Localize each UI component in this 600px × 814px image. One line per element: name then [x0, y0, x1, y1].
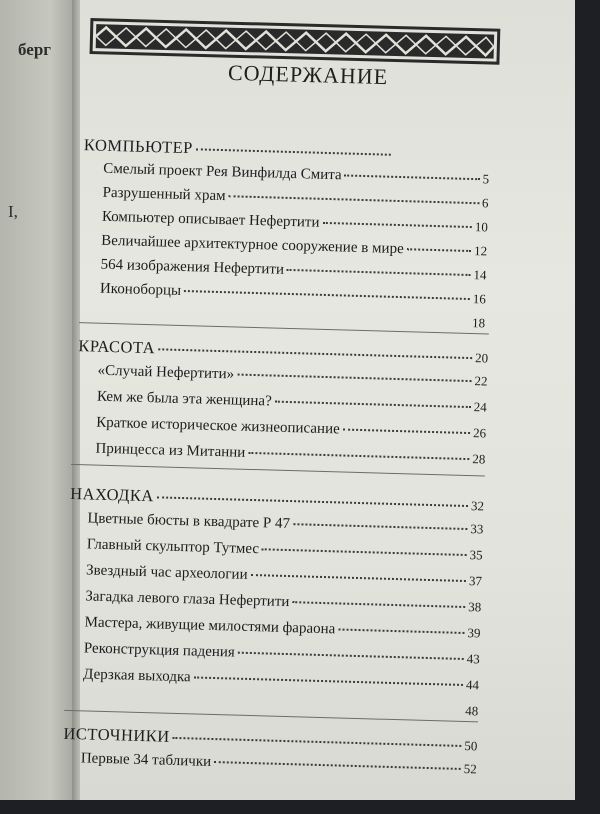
leader-dots — [262, 548, 467, 556]
toc-entry — [86, 562, 482, 590]
entry-title: Иконоборцы — [99, 280, 182, 299]
leader-dots — [322, 222, 471, 228]
toc-entry — [102, 209, 488, 237]
toc-entry — [87, 536, 483, 564]
page-number: 10 — [474, 219, 489, 235]
entry-title: Смелый проект Рея Винфилда Смита — [103, 160, 342, 184]
leader-dots — [184, 290, 470, 300]
toc-entry — [81, 750, 477, 778]
entry-title: Загадка левого глаза Нефертити — [85, 588, 290, 611]
left-page-fragment: берг — [18, 40, 51, 59]
toc-entry — [83, 666, 479, 694]
toc-section-heading — [84, 135, 394, 164]
leader-dots — [194, 676, 463, 686]
entry-title: Краткое историческое жизнеописание — [95, 414, 340, 438]
table-of-contents — [58, 0, 575, 814]
leader-dots — [237, 374, 471, 383]
entry-title: 564 изображения Нефертити — [100, 256, 285, 278]
toc-entry — [87, 510, 483, 538]
page-number: 50 — [464, 738, 478, 754]
entry-title: «Случай Нефертити» — [97, 362, 235, 383]
page-number: 22 — [474, 373, 488, 389]
toc-entry — [100, 257, 486, 285]
leader-dots — [292, 601, 465, 608]
toc-entry — [100, 281, 486, 309]
leader-dots — [248, 452, 469, 460]
page-number: 48 — [465, 703, 479, 719]
page-number: 14 — [473, 267, 487, 283]
page-number: 43 — [466, 651, 480, 667]
page-number: 12 — [473, 243, 488, 259]
toc-entry — [101, 233, 487, 261]
toc-entry — [97, 389, 487, 417]
book-page — [63, 0, 575, 800]
toc-entry — [103, 161, 489, 189]
page-title: СОДЕРЖАНИЕ — [227, 59, 389, 90]
toc-entry — [95, 441, 485, 469]
leader-dots — [343, 429, 470, 435]
entry-title: Кем же была эта женщина? — [96, 388, 272, 410]
entry-title: Звездный час археологии — [85, 562, 248, 583]
leader-dots — [158, 348, 472, 359]
section-title: КОМПЬЮТЕР — [83, 135, 194, 158]
entry-title: Первые 34 таблички — [80, 750, 212, 770]
page-number: 24 — [473, 399, 488, 415]
leader-dots — [238, 652, 464, 660]
toc-entry — [97, 363, 487, 391]
entry-title: Компьютер описывает Нефертити — [101, 208, 320, 231]
page-number: 38 — [468, 599, 482, 615]
leader-dots — [345, 174, 480, 180]
leader-dots — [338, 628, 464, 634]
page-number: 35 — [469, 547, 483, 563]
toc-entry — [102, 185, 488, 213]
page-number: 6 — [481, 195, 489, 211]
leader-dots — [157, 496, 468, 507]
page-number: 16 — [472, 291, 487, 307]
leader-dots — [229, 195, 479, 204]
page-number: 44 — [465, 677, 480, 693]
page-number: 37 — [468, 573, 483, 589]
page-number: 5 — [482, 171, 490, 187]
toc-entry — [96, 415, 486, 443]
section-title: НАХОДКА — [69, 483, 155, 506]
entry-title: Главный скульптор Тутмес — [86, 536, 260, 558]
toc-entry — [85, 588, 481, 616]
section-title: ИСТОЧНИКИ — [63, 723, 171, 746]
entry-title: Дерзкая выходка — [82, 666, 191, 686]
leader-dots — [293, 523, 467, 530]
leader-dots — [407, 248, 471, 252]
entry-title: Цветные бюсты в квадрате Р 47 — [87, 510, 291, 533]
leader-dots — [173, 737, 462, 747]
entry-title: Реконструкция падения — [83, 640, 236, 661]
leader-dots — [287, 269, 471, 276]
leader-dots — [275, 401, 471, 408]
toc-entry — [84, 614, 480, 642]
page-number: 52 — [463, 761, 477, 777]
entry-title: Величайшее архитектурное сооружение в мире — [101, 232, 404, 258]
entry-title: Принцесса из Митанни — [95, 440, 246, 461]
entry-title: Мастера, живущие милостями фараона — [84, 614, 336, 638]
left-page-fragment: I, — [8, 202, 18, 221]
page-number: 28 — [472, 451, 486, 467]
leader-dots — [251, 574, 466, 582]
page-number: 18 — [471, 315, 486, 331]
page-number: 39 — [467, 625, 481, 641]
leader-dots — [196, 148, 391, 155]
entry-title: Разрушенный храм — [102, 184, 226, 205]
page-number: 32 — [470, 498, 485, 514]
section-title: КРАСОТА — [78, 336, 156, 358]
page-number: 20 — [474, 350, 489, 366]
page-number: 33 — [470, 521, 484, 537]
leader-dots — [214, 761, 461, 770]
toc-entry — [84, 640, 480, 668]
page-number: 26 — [472, 425, 487, 441]
